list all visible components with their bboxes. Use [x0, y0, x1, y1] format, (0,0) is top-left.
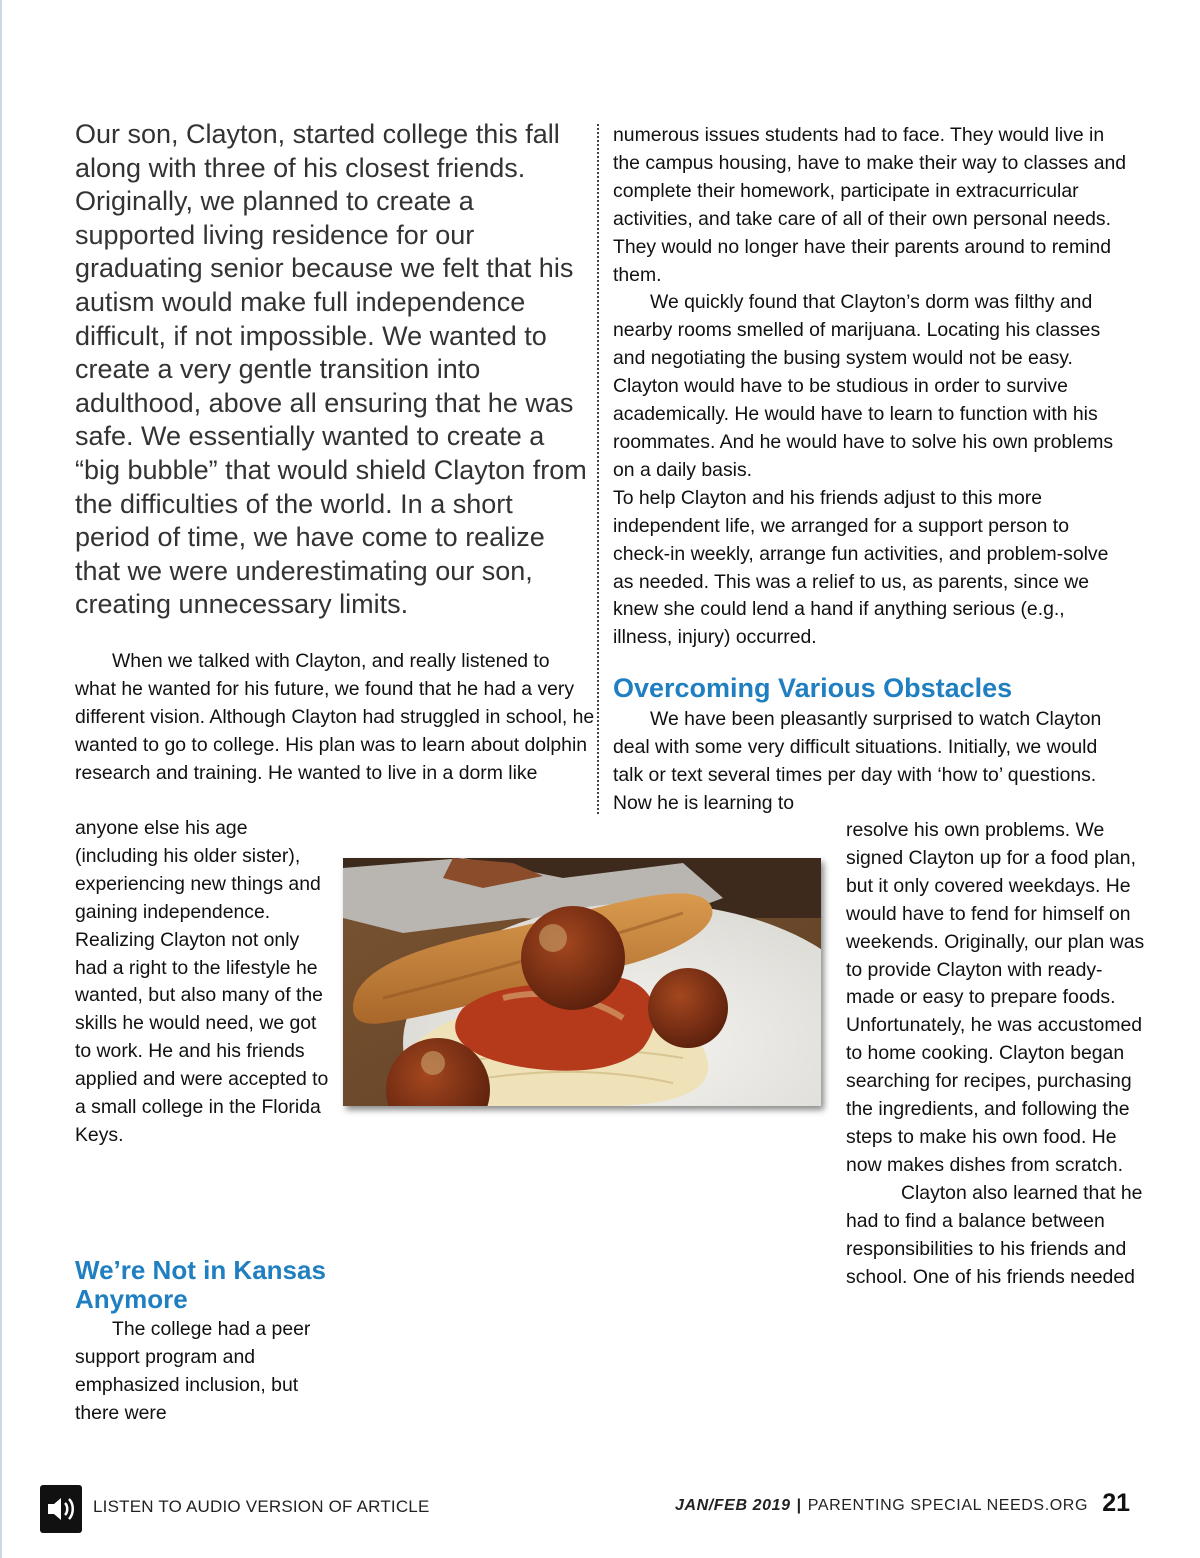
left-paragraph-1-continued: anyone else his age (including his older sister), experiencing new things and gaining independence. Realizing Clayton not only had a right to the lifestyle he wanted, but also many of the skills he would need, we got to work. He and his friends applied and were accepted to a small college in the Florida Keys. — [75, 817, 329, 1146]
obstacles-paragraph-2: Clayton also learned that he had to find a balance between responsibilities to his friends and school. One of his friends needed — [846, 1181, 1143, 1288]
left-narrow-column — [75, 815, 335, 1150]
left-column-body — [75, 648, 595, 788]
kansas-section-body — [75, 1316, 335, 1428]
intro-paragraph: Our son, Clayton, started college this fall along with three of his closest friends. Originally, we planned to create a supported living residence for our graduating senior because we felt that his autism would make full independence difficult, if not impossible. We wanted to create a very gentle transition into adulthood, above all ensuring that he was safe. We essentially wanted to create a “big bubble” that would shield Clayton from the difficulties of the world. In a short period of time, we have come to realize that we were underestimating our son, creating unnecessary limits. — [75, 119, 587, 620]
kansas-paragraph: The college had a peer support program and emphasized inclusion, but there were — [75, 1318, 311, 1424]
heading-obstacles: Overcoming Various Obstacles — [613, 673, 1013, 703]
column-divider — [597, 124, 599, 814]
right-paragraph-2: We quickly found that Clayton’s dorm was filthy and nearby rooms smelled of marijuana. Locating his classes and negotiating the busing system would not be easy. Clayton would have to be studious in order to survive academically. He would have to learn to function with his roommates. And he would have to solve his own problems on a daily basis. — [613, 291, 1114, 481]
site-name: PARENTING SPECIAL NEEDS.ORG — [807, 1497, 1088, 1514]
right-narrow-column — [846, 817, 1146, 1291]
footer-separator: | — [796, 1497, 802, 1514]
intro-text — [75, 118, 595, 622]
audio-link[interactable]: LISTEN TO AUDIO VERSION OF ARTICLE — [93, 1497, 430, 1516]
issue-info — [675, 1497, 1088, 1515]
spaghetti-meatballs-photo — [343, 858, 821, 1106]
obstacles-paragraph-1-continued: resolve his own problems. We signed Clayton up for a food plan, but it only covered weekdays. He would have to fend for himself on weekends. Originally, our plan was to provide Clayton with ready-made or easy to prepare foods. Unfortunately, he was accustomed to home cooking. Clayton began searching for recipes, purchasing the ingredients, and following the steps to make his own food. He now makes dishes from scratch. — [846, 819, 1145, 1176]
obstacles-paragraph-1: We have been pleasantly surprised to watch Clayton deal with some very difficult situations. Initially, we would talk or text several times per day with ‘how to’ questions. Now he is learning to — [613, 708, 1102, 814]
left-paragraph-1: When we talked with Clayton, and really listened to what he wanted for his future, we found that he had a very different vision. Although Clayton had struggled in school, he wanted to go to college. His plan was to learn about dolphin research and training. He wanted to live in a dorm like — [75, 650, 595, 784]
right-paragraph-1: numerous issues students had to face. They would live in the campus housing, have to make their way to classes and complete their homework, participate in extracurricular activities, and take care of all of their own personal needs. They would no longer have their parents around to remind them. — [613, 124, 1127, 286]
page-edge-line — [0, 0, 2, 1558]
speaker-icon[interactable] — [40, 1485, 82, 1533]
right-column-body — [613, 122, 1128, 652]
page-number: 21 — [1102, 1489, 1130, 1517]
issue-date: JAN/FEB 2019 — [674, 1497, 791, 1514]
heading-kansas: We’re Not in Kansas Anymore — [75, 1255, 326, 1314]
obstacles-section-body — [613, 706, 1128, 818]
page-footer — [0, 1485, 1200, 1545]
right-paragraph-3: To help Clayton and his friends adjust to this more independent life, we arranged for a support person to check-in weekly, arrange fun activities, and problem-solve as needed. This was a relief to us, as parents, since we knew she could lend a hand if anything serious (e.g., illness, injury) occurred. — [613, 486, 1109, 649]
